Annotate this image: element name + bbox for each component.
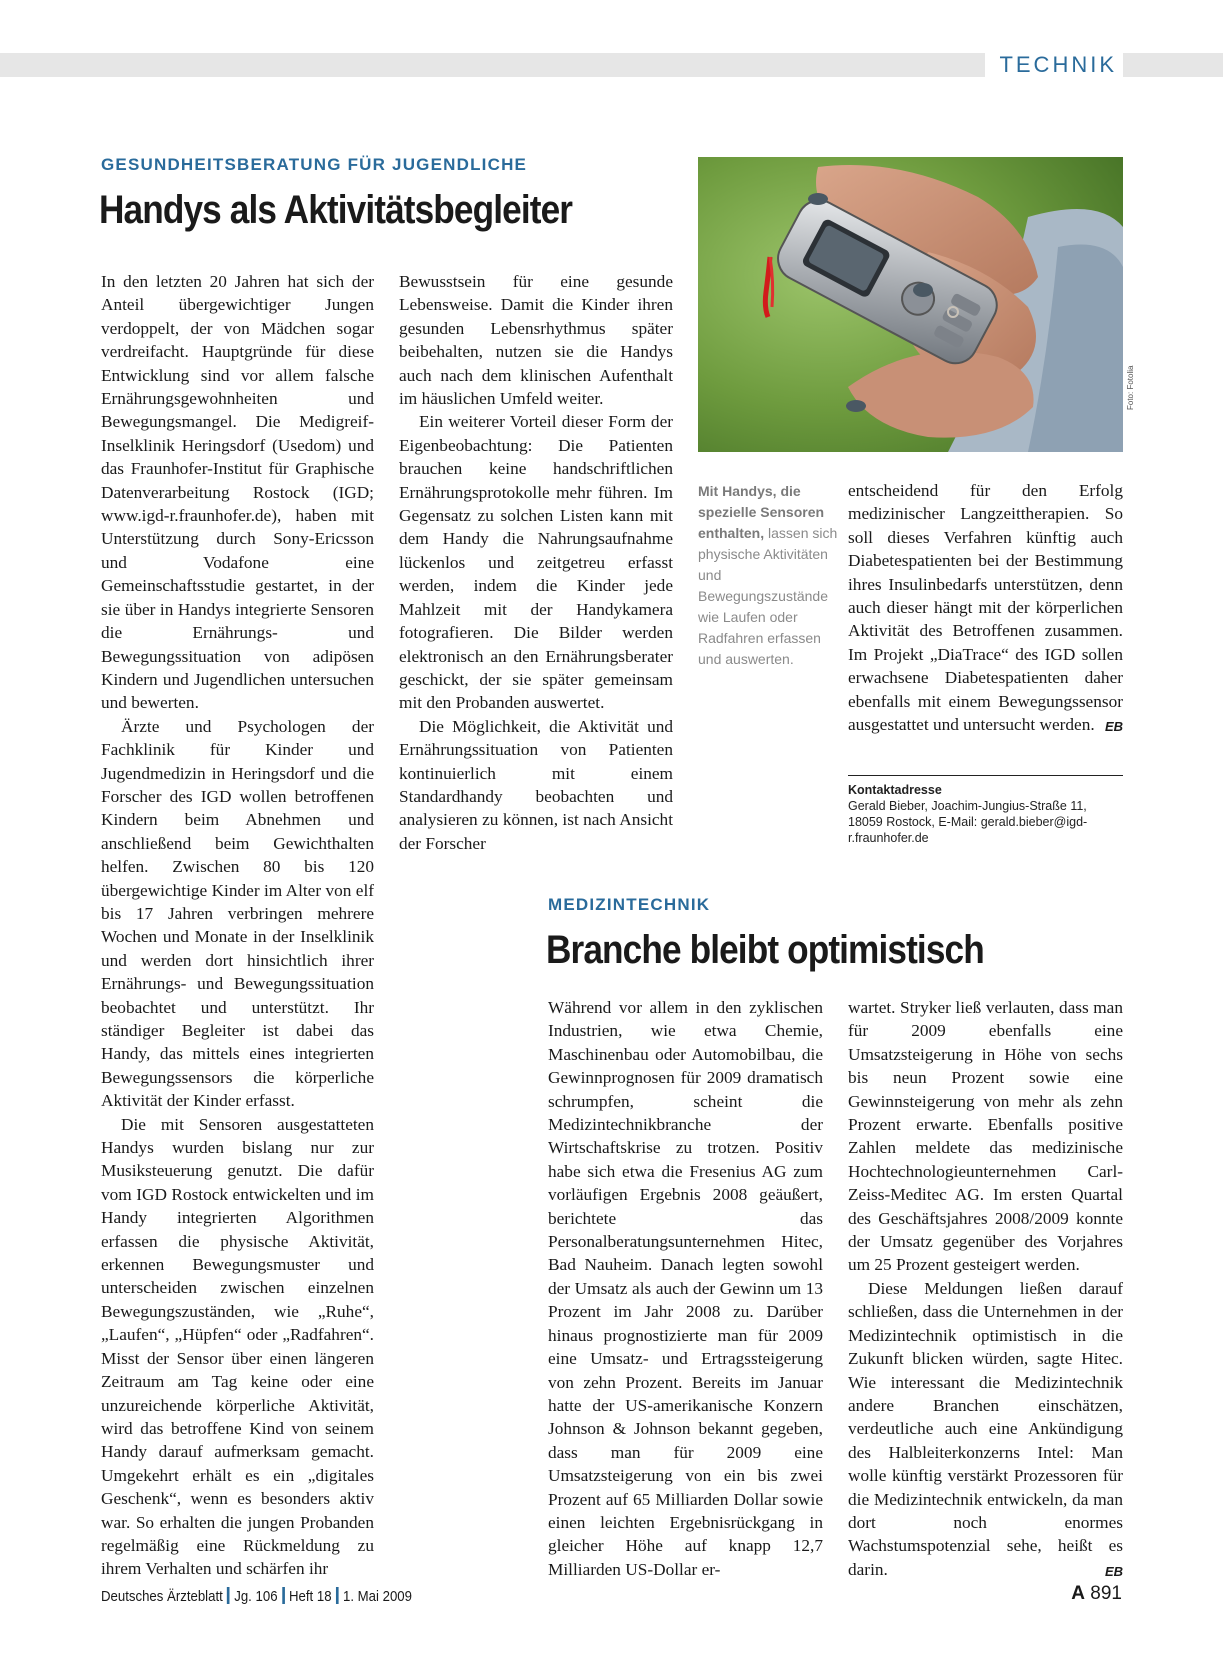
article2-kicker: MEDIZINTECHNIK — [548, 895, 711, 914]
journal-issue: Heft 18 — [288, 1588, 332, 1605]
journal-date: 1. Mai 2009 — [343, 1588, 412, 1605]
caption-bold: Mit Handys, die spezielle Sensoren enthalten, — [698, 483, 825, 541]
contact-text: Gerald Bieber, Joachim-Jungius-Straße 11, 18059 Rostock, E-Mail: gerald.bieber@igd-r.fraunhofer.de — [848, 799, 1088, 845]
author-signature: EB — [1104, 719, 1123, 735]
paragraph: entscheidend für den Erfolg medizinischer Langzeittherapien. So soll dieses Verfahren künftig auch Diabetespatienten bei der Bestimmung ihres Insulinbedarfs unterstützen, denn auch dieser hängt mit der körperlichen Aktivität des Betroffenen zusammen. Im Projekt „DiaTrace“ des IGD sollen erwachsene Diabetespatienten daher ebenfalls mit einem Bewegungssensor ausgestattet und untersucht werden. EB — [848, 479, 1123, 736]
section-label: TECHNIK — [985, 53, 1123, 77]
journal-name: Deutsches Ärzteblatt — [101, 1588, 223, 1605]
paragraph: Bewusstsein für eine gesunde Lebensweise. Damit die Kinder ihren gesunden Lebensrhythmus später beibehalten, nutzen sie die Handys auch nach dem klinischen Aufenthalt im häuslichen Umfeld weiter. — [399, 272, 673, 409]
article1-title: Handys als Aktivitätsbegleiter — [99, 188, 573, 232]
separator — [227, 1587, 230, 1604]
article1-kicker: GESUNDHEITSBERATUNG FÜR JUGENDLICHE — [101, 155, 528, 174]
journal-volume: Jg. 106 — [234, 1588, 278, 1605]
contact-box — [848, 775, 1123, 846]
paragraph: Ärzte und Psychologen der Fachklinik für Kinder und Jugendmedizin in Heringsdorf und die Forscher des IGD wollen betroffenen Kindern beim Abnehmen und anschließend beim Gewichthalten helfen. Zwischen 80 bis 120 übergewichtige Kinder im Alter von elf bis 17 Jahren verbringen mehrere Wochen und Monate in der Inselklinik und werden dort hinsichtlich ihrer Ernährungs- und Bewegungssituation beobachtet und unterstützt. Ihr ständiger Begleiter ist dabei das Handy, das mittels eines integrierten Bewegungssensors die körperliche Aktivität der Kinder erfasst. — [101, 716, 374, 1111]
caption-text: lassen sich physische Aktivitäten und Bewegungszustände wie Laufen oder Radfahren erfassen und auswerten. — [698, 525, 838, 667]
paragraph: Während vor allem in den zyklischen Industrien, wie etwa Chemie, Maschinenbau oder Automobilbau, die Gewinnprognosen für 2009 dramatisch schrumpfen, scheint die Medizintechnikbranche der Wirtschaftskrise zu trotzen. Positiv habe sich etwa die Fresenius AG zum vorläufigen Ergebnis 2008 geäußert, berichtete das Personalberatungsunternehmen Hitec, Bad Nauheim. Danach legten sowohl der Umsatz als auch der Gewinn um 13 Prozent im Jahr 2008 zu. Darüber hinaus prognostizierte man für 2009 eine Umsatz- und Ertragssteigerung von zehn Prozent. Bereits im Januar hatte der US-amerikanische Konzern Johnson & Johnson bekannt gegeben, dass man für 2009 eine Umsatzsteigerung von ein bis zwei Prozent auf 65 Milliarden Dollar sowie einen leichten Ergebnisrückgang in gleicher Höhe auf knapp 12,7 Milliarden US-Dollar er- — [548, 998, 823, 1579]
contact-title: Kontaktadresse — [848, 783, 942, 797]
author-signature: EB — [1104, 1563, 1123, 1579]
phone-in-hands-photo — [698, 157, 1123, 452]
page-prefix: A — [1071, 1583, 1086, 1604]
paragraph: wartet. Stryker ließ verlauten, dass man für 2009 ebenfalls eine Umsatzsteigerung in Höhe von sechs bis neun Prozent sowie eine Gewinnsteigerung von mehr als zehn Prozent erwarte. Ebenfalls positive Zahlen meldete das medizinische Hochtechnologieunternehmen Carl-Zeiss-Meditec AG. Im ersten Quartal des Geschäftsjahres 2008/2009 konnte der Umsatz gegenüber des Vorjahres um 25 Prozent gesteigert werden. — [848, 998, 1123, 1275]
paragraph: Diese Meldungen ließen darauf schließen, dass die Unternehmen in der Medizintechnik optimistisch in die Zukunft blicken würden, sagte Hitec. Wie interessant die Medizintechnik andere Branchen einschätzen, verdeutliche auch eine Ankündigung des Halbleiterkonzerns Intel: Man wolle künftig verstärkt Prozessoren für die Medizintechnik entwickeln, da man dort noch enormes Wachstumspotenzial sehe, heißt es darin. EB — [848, 1277, 1123, 1581]
article1-column-3 — [848, 479, 1123, 738]
article2-column-1 — [548, 996, 823, 1581]
page-number — [1071, 1583, 1122, 1605]
photo-credit: Foto: Fotolia — [1126, 365, 1135, 410]
article1-column-2 — [399, 270, 673, 855]
page-number-value: 891 — [1090, 1583, 1122, 1604]
paragraph: In den letzten 20 Jahren hat sich der Anteil übergewichtiger Jungen verdoppelt, der von Mädchen sogar verdreifacht. Hauptgründe für diese Entwicklung sind vor allem falsche Ernährungsgewohnheiten und Bewegungsmangel. Die Medigreif-Inselklinik Heringsdorf (Usedom) und das Fraunhofer-Institut für Graphische Datenverarbeitung Rostock (IGD; www.igd-r.fraunhofer.de), haben mit Unterstützung durch Sony-Ericsson und Vodafone eine Gemeinschaftsstudie gestartet, in der sie über in Handys integrierte Sensoren die Ernährungs- und Bewegungssituation von adipösen Kindern und Jugendlichen untersuchen und bewerten. — [101, 272, 374, 713]
paragraph: Ein weiterer Vorteil dieser Form der Eigenbeobachtung: Die Patienten brauchen keine handschriftlichen Ernährungsprotokolle mehr führen. Im Gegensatz zu solchen Listen kann mit dem Handy die Nahrungsaufnahme lückenlos und zeitgetreu erfasst werden, indem die Kinder jede Mahlzeit mit der Handykamera fotografieren. Die Bilder werden elektronisch an den Ernährungsberater geschickt, der sie später gemeinsam mit den Probanden auswertet. — [399, 412, 673, 713]
photo-caption — [698, 481, 840, 670]
separator — [336, 1587, 339, 1604]
article-photo — [698, 157, 1123, 452]
paragraph: Die Möglichkeit, die Aktivität und Ernährungssituation von Patienten kontinuierlich mit einem Standardhandy beobachten und analysieren zu können, ist nach Ansicht der Forscher — [399, 716, 673, 853]
footer-journal-info — [101, 1587, 412, 1605]
article2-title: Branche bleibt optimistisch — [546, 928, 984, 972]
paragraph: Die mit Sensoren ausgestatteten Handys wurden bislang nur zur Musiksteuerung genutzt. Die dafür vom IGD Rostock entwickelten und im Handy integrierten Algorithmen erfassen die physische Aktivität, erkennen Bewegungsmuster und unterscheiden zwischen einzelnen Bewegungszuständen, wie „Ruhe“, „Laufen“, „Hüpfen“ oder „Radfahren“. Misst der Sensor über einen längeren Zeitraum am Tag keine oder eine unzureichende körperliche Aktivität, wird das betroffene Kind von seinem Handy darauf aufmerksam gemacht. Umgekehrt erhält es ein „digitales Geschenk“, wenn es besonders aktiv war. So erhalten die jungen Probanden regelmäßig eine Rückmeldung zu ihrem Verhalten und schärfen ihr — [101, 1114, 374, 1579]
separator — [282, 1587, 285, 1604]
article2-column-2 — [848, 996, 1123, 1583]
article1-column-1 — [101, 270, 374, 1581]
